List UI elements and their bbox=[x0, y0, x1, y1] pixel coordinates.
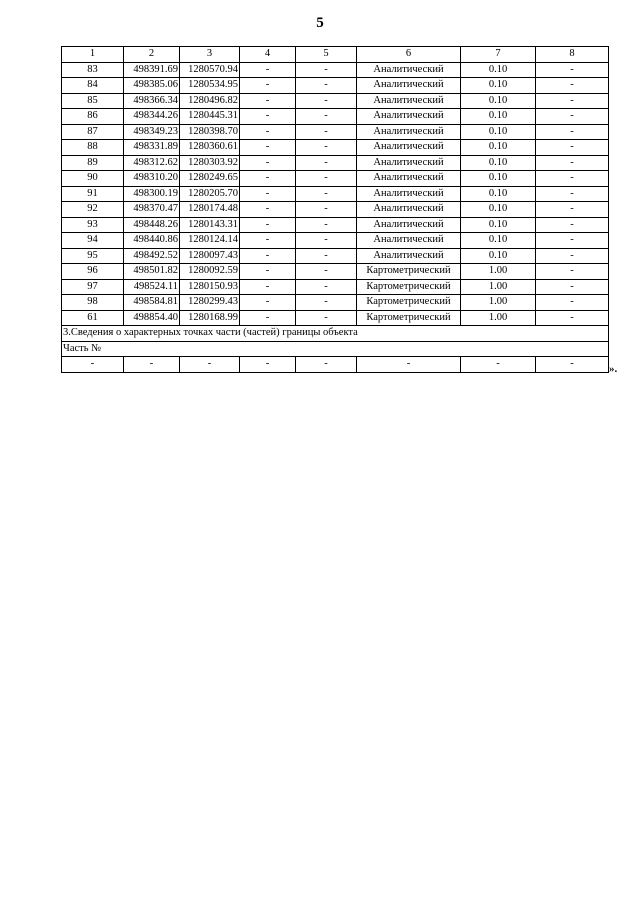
col5-cell: - bbox=[296, 93, 357, 109]
col4-cell: - bbox=[240, 264, 296, 280]
point-number-cell: 98 bbox=[62, 295, 124, 311]
method-cell: Аналитический bbox=[357, 140, 461, 156]
empty-cell: - bbox=[240, 357, 296, 373]
x-coordinate-cell: 498501.82 bbox=[124, 264, 180, 280]
point-number-cell: 86 bbox=[62, 109, 124, 125]
col4-cell: - bbox=[240, 233, 296, 249]
accuracy-cell: 0.10 bbox=[461, 202, 536, 218]
col8-cell: - bbox=[536, 155, 609, 171]
accuracy-cell: 0.10 bbox=[461, 78, 536, 94]
point-number-cell: 93 bbox=[62, 217, 124, 233]
x-coordinate-cell: 498344.26 bbox=[124, 109, 180, 125]
y-coordinate-cell: 1280534.95 bbox=[180, 78, 240, 94]
empty-part-row bbox=[62, 357, 609, 373]
table-row bbox=[62, 264, 609, 280]
col5-cell: - bbox=[296, 202, 357, 218]
table-row bbox=[62, 310, 609, 326]
method-cell: Картометрический bbox=[357, 264, 461, 280]
col8-cell: - bbox=[536, 186, 609, 202]
table-row bbox=[62, 155, 609, 171]
method-cell: Аналитический bbox=[357, 186, 461, 202]
x-coordinate-cell: 498300.19 bbox=[124, 186, 180, 202]
accuracy-cell: 0.10 bbox=[461, 93, 536, 109]
point-number-cell: 95 bbox=[62, 248, 124, 264]
col5-cell: - bbox=[296, 78, 357, 94]
method-cell: Аналитический bbox=[357, 233, 461, 249]
table-row bbox=[62, 78, 609, 94]
col4-cell: - bbox=[240, 248, 296, 264]
col5-cell: - bbox=[296, 295, 357, 311]
method-cell: Аналитический bbox=[357, 78, 461, 94]
empty-cell: - bbox=[124, 357, 180, 373]
table-row bbox=[62, 109, 609, 125]
accuracy-cell: 1.00 bbox=[461, 295, 536, 311]
table-row bbox=[62, 124, 609, 140]
y-coordinate-cell: 1280143.31 bbox=[180, 217, 240, 233]
accuracy-cell: 0.10 bbox=[461, 186, 536, 202]
accuracy-cell: 0.10 bbox=[461, 109, 536, 125]
empty-cell: - bbox=[357, 357, 461, 373]
col5-cell: - bbox=[296, 140, 357, 156]
table-row bbox=[62, 62, 609, 78]
y-coordinate-cell: 1280249.65 bbox=[180, 171, 240, 187]
y-coordinate-cell: 1280445.31 bbox=[180, 109, 240, 125]
method-cell: Аналитический bbox=[357, 217, 461, 233]
accuracy-cell: 0.10 bbox=[461, 248, 536, 264]
col8-cell: - bbox=[536, 93, 609, 109]
method-cell: Аналитический bbox=[357, 155, 461, 171]
col8-cell: - bbox=[536, 78, 609, 94]
x-coordinate-cell: 498854.40 bbox=[124, 310, 180, 326]
col5-cell: - bbox=[296, 248, 357, 264]
table-row bbox=[62, 279, 609, 295]
point-number-cell: 94 bbox=[62, 233, 124, 249]
method-cell: Картометрический bbox=[357, 310, 461, 326]
y-coordinate-cell: 1280092.59 bbox=[180, 264, 240, 280]
point-number-cell: 85 bbox=[62, 93, 124, 109]
section-heading: 3.Сведения о характерных точках части (частей) границы объекта bbox=[62, 326, 609, 342]
col4-cell: - bbox=[240, 202, 296, 218]
y-coordinate-cell: 1280097.43 bbox=[180, 248, 240, 264]
x-coordinate-cell: 498492.52 bbox=[124, 248, 180, 264]
col8-cell: - bbox=[536, 264, 609, 280]
col8-cell: - bbox=[536, 217, 609, 233]
col5-cell: - bbox=[296, 279, 357, 295]
col5-cell: - bbox=[296, 186, 357, 202]
x-coordinate-cell: 498310.20 bbox=[124, 171, 180, 187]
col8-cell: - bbox=[536, 124, 609, 140]
y-coordinate-cell: 1280398.70 bbox=[180, 124, 240, 140]
column-header: 3 bbox=[180, 47, 240, 63]
accuracy-cell: 0.10 bbox=[461, 155, 536, 171]
col4-cell: - bbox=[240, 171, 296, 187]
method-cell: Аналитический bbox=[357, 248, 461, 264]
col5-cell: - bbox=[296, 233, 357, 249]
table-row bbox=[62, 171, 609, 187]
column-header: 5 bbox=[296, 47, 357, 63]
y-coordinate-cell: 1280570.94 bbox=[180, 62, 240, 78]
empty-cell: - bbox=[296, 357, 357, 373]
method-cell: Аналитический bbox=[357, 171, 461, 187]
table-row bbox=[62, 93, 609, 109]
method-cell: Аналитический bbox=[357, 93, 461, 109]
x-coordinate-cell: 498331.89 bbox=[124, 140, 180, 156]
col5-cell: - bbox=[296, 124, 357, 140]
table-row bbox=[62, 295, 609, 311]
closing-quote-mark: ». bbox=[609, 363, 618, 375]
y-coordinate-cell: 1280360.61 bbox=[180, 140, 240, 156]
accuracy-cell: 1.00 bbox=[461, 310, 536, 326]
col4-cell: - bbox=[240, 140, 296, 156]
point-number-cell: 92 bbox=[62, 202, 124, 218]
col8-cell: - bbox=[536, 248, 609, 264]
table-row bbox=[62, 186, 609, 202]
y-coordinate-cell: 1280303.92 bbox=[180, 155, 240, 171]
col4-cell: - bbox=[240, 279, 296, 295]
column-header: 4 bbox=[240, 47, 296, 63]
point-number-cell: 96 bbox=[62, 264, 124, 280]
col4-cell: - bbox=[240, 62, 296, 78]
x-coordinate-cell: 498524.11 bbox=[124, 279, 180, 295]
table-row bbox=[62, 217, 609, 233]
y-coordinate-cell: 1280496.82 bbox=[180, 93, 240, 109]
col8-cell: - bbox=[536, 140, 609, 156]
method-cell: Картометрический bbox=[357, 279, 461, 295]
y-coordinate-cell: 1280150.93 bbox=[180, 279, 240, 295]
coordinates-table bbox=[61, 46, 609, 373]
accuracy-cell: 0.10 bbox=[461, 140, 536, 156]
coordinates-table-body bbox=[62, 47, 609, 373]
col8-cell: - bbox=[536, 109, 609, 125]
accuracy-cell: 0.10 bbox=[461, 171, 536, 187]
col4-cell: - bbox=[240, 295, 296, 311]
column-header: 2 bbox=[124, 47, 180, 63]
col8-cell: - bbox=[536, 233, 609, 249]
x-coordinate-cell: 498370.47 bbox=[124, 202, 180, 218]
table-header-row bbox=[62, 47, 609, 63]
col8-cell: - bbox=[536, 171, 609, 187]
col5-cell: - bbox=[296, 171, 357, 187]
part-label: Часть № bbox=[62, 341, 609, 357]
point-number-cell: 61 bbox=[62, 310, 124, 326]
col5-cell: - bbox=[296, 217, 357, 233]
column-header: 8 bbox=[536, 47, 609, 63]
accuracy-cell: 1.00 bbox=[461, 264, 536, 280]
point-number-cell: 90 bbox=[62, 171, 124, 187]
y-coordinate-cell: 1280299.43 bbox=[180, 295, 240, 311]
y-coordinate-cell: 1280124.14 bbox=[180, 233, 240, 249]
point-number-cell: 97 bbox=[62, 279, 124, 295]
empty-cell: - bbox=[461, 357, 536, 373]
column-header: 6 bbox=[357, 47, 461, 63]
col8-cell: - bbox=[536, 62, 609, 78]
accuracy-cell: 1.00 bbox=[461, 279, 536, 295]
accuracy-cell: 0.10 bbox=[461, 124, 536, 140]
method-cell: Аналитический bbox=[357, 109, 461, 125]
col4-cell: - bbox=[240, 217, 296, 233]
page-number: 5 bbox=[316, 15, 324, 31]
col4-cell: - bbox=[240, 93, 296, 109]
part-label-row bbox=[62, 341, 609, 357]
y-coordinate-cell: 1280205.70 bbox=[180, 186, 240, 202]
column-header: 1 bbox=[62, 47, 124, 63]
accuracy-cell: 0.10 bbox=[461, 217, 536, 233]
point-number-cell: 84 bbox=[62, 78, 124, 94]
table-row bbox=[62, 140, 609, 156]
col8-cell: - bbox=[536, 295, 609, 311]
col8-cell: - bbox=[536, 279, 609, 295]
column-header: 7 bbox=[461, 47, 536, 63]
point-number-cell: 88 bbox=[62, 140, 124, 156]
col8-cell: - bbox=[536, 202, 609, 218]
point-number-cell: 91 bbox=[62, 186, 124, 202]
y-coordinate-cell: 1280174.48 bbox=[180, 202, 240, 218]
x-coordinate-cell: 498366.34 bbox=[124, 93, 180, 109]
col5-cell: - bbox=[296, 264, 357, 280]
method-cell: Аналитический bbox=[357, 124, 461, 140]
method-cell: Аналитический bbox=[357, 62, 461, 78]
empty-cell: - bbox=[62, 357, 124, 373]
col4-cell: - bbox=[240, 155, 296, 171]
x-coordinate-cell: 498391.69 bbox=[124, 62, 180, 78]
point-number-cell: 83 bbox=[62, 62, 124, 78]
table-row bbox=[62, 202, 609, 218]
x-coordinate-cell: 498312.62 bbox=[124, 155, 180, 171]
col4-cell: - bbox=[240, 310, 296, 326]
x-coordinate-cell: 498448.26 bbox=[124, 217, 180, 233]
accuracy-cell: 0.10 bbox=[461, 62, 536, 78]
x-coordinate-cell: 498349.23 bbox=[124, 124, 180, 140]
x-coordinate-cell: 498385.06 bbox=[124, 78, 180, 94]
section-heading-row bbox=[62, 326, 609, 342]
col5-cell: - bbox=[296, 62, 357, 78]
point-number-cell: 89 bbox=[62, 155, 124, 171]
col5-cell: - bbox=[296, 155, 357, 171]
col4-cell: - bbox=[240, 109, 296, 125]
col5-cell: - bbox=[296, 109, 357, 125]
col4-cell: - bbox=[240, 124, 296, 140]
x-coordinate-cell: 498440.86 bbox=[124, 233, 180, 249]
method-cell: Картометрический bbox=[357, 295, 461, 311]
y-coordinate-cell: 1280168.99 bbox=[180, 310, 240, 326]
empty-cell: - bbox=[536, 357, 609, 373]
table-row bbox=[62, 233, 609, 249]
table-row bbox=[62, 248, 609, 264]
col8-cell: - bbox=[536, 310, 609, 326]
col4-cell: - bbox=[240, 186, 296, 202]
accuracy-cell: 0.10 bbox=[461, 233, 536, 249]
point-number-cell: 87 bbox=[62, 124, 124, 140]
col4-cell: - bbox=[240, 78, 296, 94]
empty-cell: - bbox=[180, 357, 240, 373]
x-coordinate-cell: 498584.81 bbox=[124, 295, 180, 311]
method-cell: Аналитический bbox=[357, 202, 461, 218]
col5-cell: - bbox=[296, 310, 357, 326]
